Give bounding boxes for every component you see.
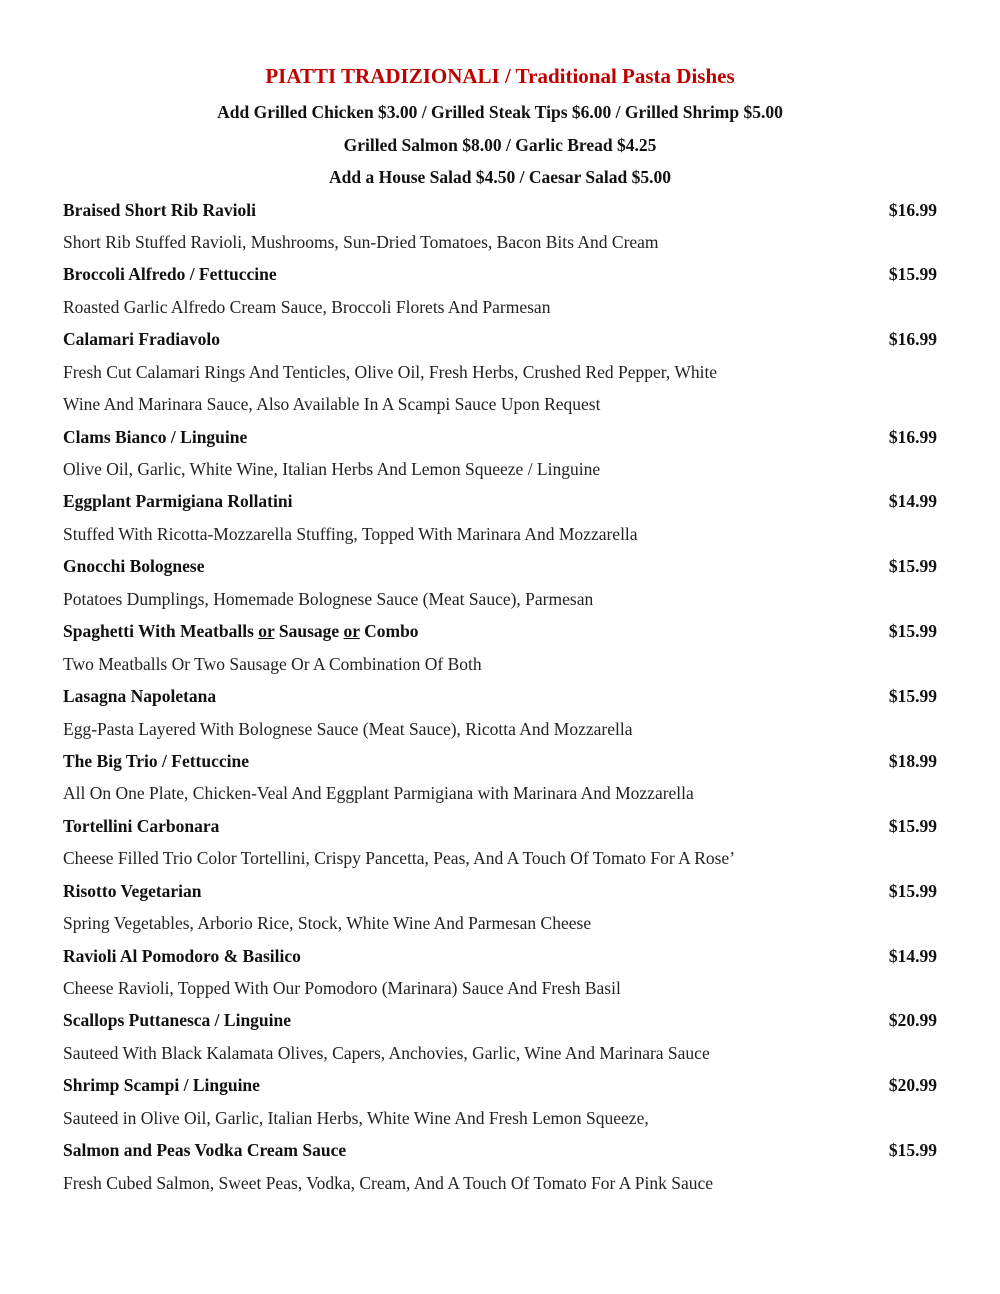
- item-description: Two Meatballs Or Two Sausage Or A Combination Of Both: [63, 653, 482, 674]
- underlined-or: or: [343, 621, 360, 642]
- item-name: [63, 946, 301, 966]
- item-description: Cheese Filled Trio Color Tortellini, Crispy Pancetta, Peas, And A Touch Of Tomato For A Rose’: [63, 848, 736, 869]
- item-name-part: Combo: [359, 621, 419, 642]
- item-price: $15.99: [888, 264, 937, 285]
- item-price: $16.99: [888, 329, 937, 350]
- item-name: [63, 1010, 291, 1030]
- menu-item: [63, 485, 937, 517]
- item-description: Olive Oil, Garlic, White Wine, Italian Herbs And Lemon Squeeze / Linguine: [63, 459, 601, 479]
- item-price: $15.99: [888, 880, 937, 901]
- menu-item: [63, 680, 937, 712]
- menu-item: [63, 1004, 937, 1036]
- item-name: [63, 200, 256, 220]
- item-name: [63, 751, 249, 771]
- item-name-part: Sausage: [274, 621, 344, 642]
- item-name-part: Risotto Vegetarian: [63, 880, 202, 901]
- item-price: $15.99: [888, 621, 937, 642]
- item-name: [63, 881, 202, 901]
- item-description: Potatoes Dumplings, Homemade Bolognese Sauce (Meat Sauce), Parmesan: [63, 588, 594, 609]
- item-description: Roasted Garlic Alfredo Cream Sauce, Broccoli Florets And Parmesan: [63, 296, 551, 317]
- item-name-part: The Big Trio / Fettuccine: [63, 750, 249, 771]
- addon-line: Grilled Salmon $8.00 / Garlic Bread $4.25: [343, 134, 657, 155]
- menu-item: [63, 875, 937, 907]
- section-title: PIATTI TRADIZIONALI / Traditional Pasta Dishes: [265, 64, 735, 88]
- item-name-part: Spaghetti With Meatballs: [63, 621, 259, 642]
- item-description: Sauteed in Olive Oil, Garlic, Italian Herbs, White Wine And Fresh Lemon Squeeze,: [63, 1107, 649, 1128]
- item-price: $20.99: [888, 1075, 937, 1096]
- item-price: $16.99: [888, 426, 937, 447]
- menu-item: [63, 323, 937, 355]
- item-price: $14.99: [888, 945, 937, 966]
- menu-item: [63, 1069, 937, 1101]
- item-description: Fresh Cut Calamari Rings And Tenticles, Olive Oil, Fresh Herbs, Crushed Red Pepper, White: [63, 361, 718, 382]
- item-description: All On One Plate, Chicken-Veal And Eggplant Parmigiana with Marinara And Mozzarella: [63, 783, 694, 804]
- item-name: [63, 1140, 346, 1160]
- item-name: [63, 1075, 260, 1095]
- menu-item: [63, 615, 937, 647]
- item-description: Fresh Cubed Salmon, Sweet Peas, Vodka, Cream, And A Touch Of Tomato For A Pink Sauce: [63, 1172, 714, 1193]
- item-name-part: Shrimp Scampi / Linguine: [63, 1075, 260, 1096]
- item-description: Wine And Marinara Sauce, Also Available In A Scampi Sauce Upon Request: [63, 394, 601, 415]
- item-name-part: Calamari Fradiavolo: [63, 329, 220, 350]
- item-name-part: Lasagna Napoletana: [63, 686, 217, 707]
- menu-item: [63, 258, 937, 290]
- item-description: Spring Vegetables, Arborio Rice, Stock, White Wine And Parmesan Cheese: [63, 913, 592, 934]
- item-price: $15.99: [888, 1140, 937, 1161]
- item-price: $16.99: [888, 199, 937, 220]
- item-name-part: Ravioli Al Pomodoro & Basilico: [63, 945, 301, 966]
- menu-item: [63, 421, 937, 453]
- item-name-part: Eggplant Parmigiana Rollatini: [63, 491, 293, 512]
- menu-item: [63, 194, 937, 226]
- item-description: Stuffed With Ricotta-Mozzarella Stuffing, Topped With Marinara And Mozzarella: [63, 523, 638, 544]
- item-name: [63, 686, 216, 706]
- menu-item: [63, 940, 937, 972]
- item-name: [63, 816, 219, 836]
- item-price: $15.99: [888, 815, 937, 836]
- addon-line: Add a House Salad $4.50 / Caesar Salad $5.00: [329, 167, 671, 187]
- menu-item: [63, 745, 937, 777]
- menu-items: [63, 194, 937, 1200]
- menu-item: [63, 1134, 937, 1166]
- item-name-part: Braised Short Rib Ravioli: [63, 199, 257, 220]
- item-name: [63, 621, 419, 641]
- item-name-part: Scallops Puttanesca / Linguine: [63, 1010, 292, 1031]
- item-description: Cheese Ravioli, Topped With Our Pomodoro (Marinara) Sauce And Fresh Basil: [63, 978, 621, 998]
- underlined-or: or: [258, 621, 275, 642]
- item-name: [63, 556, 204, 576]
- menu-item: [63, 550, 937, 582]
- item-description: Egg-Pasta Layered With Bolognese Sauce (Meat Sauce), Ricotta And Mozzarella: [63, 718, 633, 739]
- item-name-part: Clams Bianco / Linguine: [63, 426, 248, 447]
- item-price: $14.99: [888, 491, 937, 512]
- item-name-part: Salmon and Peas Vodka Cream Sauce: [63, 1140, 347, 1161]
- addon-line: Add Grilled Chicken $3.00 / Grilled Steak Tips $6.00 / Grilled Shrimp $5.00: [217, 102, 783, 122]
- item-price: $18.99: [888, 750, 937, 771]
- item-description: Short Rib Stuffed Ravioli, Mushrooms, Sun-Dried Tomatoes, Bacon Bits And Cream: [63, 231, 659, 252]
- item-name-part: Gnocchi Bolognese: [63, 556, 205, 577]
- addons-list: [0, 96, 1000, 194]
- item-price: $20.99: [888, 1010, 937, 1031]
- item-name: [63, 264, 277, 284]
- item-name: [63, 427, 247, 447]
- menu-item: [63, 810, 937, 842]
- item-name: [63, 491, 292, 511]
- item-price: $15.99: [888, 556, 937, 577]
- item-name-part: Broccoli Alfredo / Fettuccine: [63, 264, 277, 285]
- item-name: [63, 329, 220, 349]
- item-price: $15.99: [888, 686, 937, 707]
- item-name-part: Tortellini Carbonara: [63, 815, 220, 836]
- item-description: Sauteed With Black Kalamata Olives, Capers, Anchovies, Garlic, Wine And Marinara Sauce: [63, 1042, 710, 1063]
